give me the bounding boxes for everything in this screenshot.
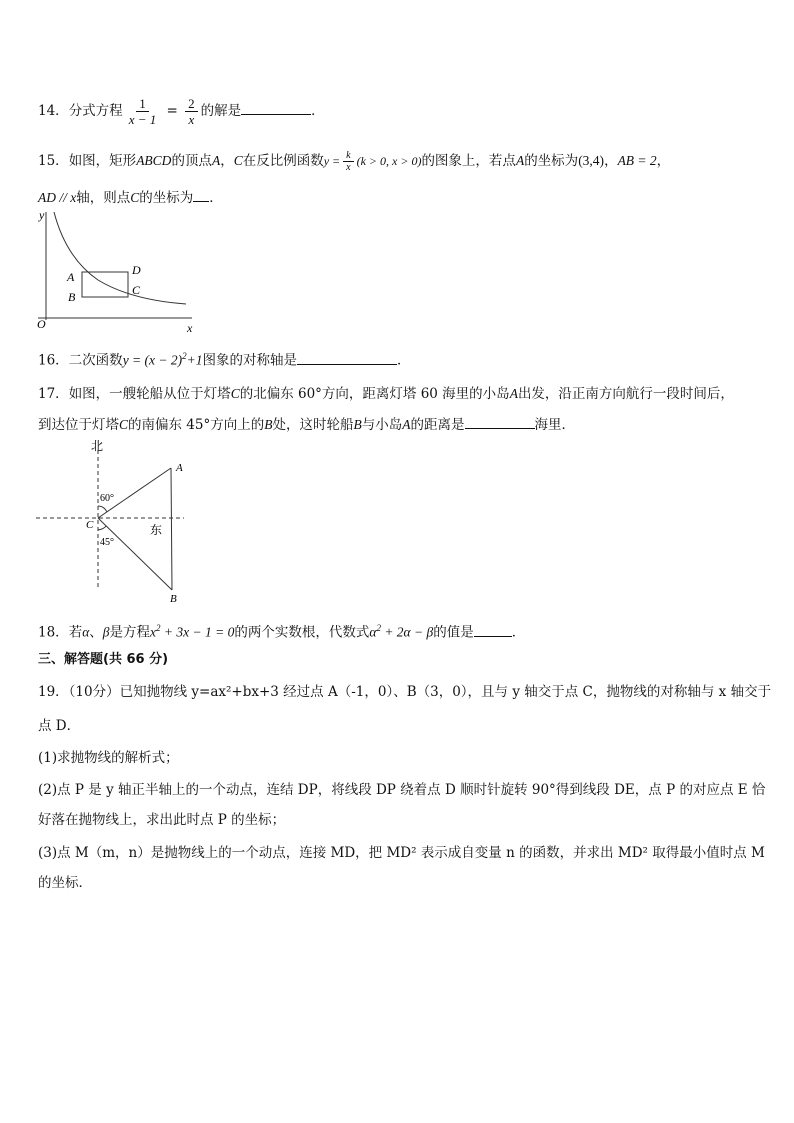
angle-60-arc xyxy=(98,506,107,512)
question-17-line-2: 到达位于灯塔C的南偏东 45°方向上的B处，这时轮船B与小岛A的距离是 海里． xyxy=(38,414,575,435)
label-b: B xyxy=(68,290,76,304)
label-c: C xyxy=(132,283,141,297)
label-c: C xyxy=(86,519,94,531)
label-45: 45° xyxy=(100,537,114,548)
segment-ab xyxy=(171,468,172,590)
label-b: B xyxy=(170,593,177,605)
label-o: O xyxy=(37,317,46,331)
answer-blank[interactable] xyxy=(297,350,397,365)
label-a: A xyxy=(67,270,75,284)
question-number: 15． xyxy=(38,153,69,169)
label-d: D xyxy=(132,263,141,277)
q15-figure xyxy=(36,208,196,336)
question-18: 18．若α、β是方程$x^2 + 3x - 1 = 0$的两个实数根，代数式$\alpha^2 + 2\alpha - \beta$的值是 ． xyxy=(38,623,526,641)
section-heading: 三、解答题(共 66 分) xyxy=(38,652,169,667)
label-north: 北 xyxy=(91,439,104,453)
answer-blank[interactable] xyxy=(241,100,311,115)
question-19-part-2b: 好落在抛物线上，求出此时点 P 的坐标； xyxy=(38,812,286,828)
question-19-part-3a: (3)点 M（m，n）是抛物线上的一个动点，连接 MD，把 MD² 表示成自变量 n 的函数，并求出 MD² 取得最小值时点 M xyxy=(38,845,765,861)
question-number: 16． xyxy=(38,352,69,369)
angle-45-arc xyxy=(98,526,106,530)
question-number: 17． xyxy=(38,386,69,402)
question-19-line-2: 点 D． xyxy=(38,718,81,734)
label-east: 东 xyxy=(150,523,163,537)
label-a: A xyxy=(176,462,183,474)
label-60: 60° xyxy=(100,493,114,504)
q17-figure xyxy=(34,438,204,608)
label-x: x xyxy=(187,321,193,335)
question-17: 17．如图，一艘轮船从位于灯塔C的北偏东 60°方向，距离灯塔 60 海里的小岛A出发，沿正南方向航行一段时间后， xyxy=(38,386,734,402)
rectangle-abcd xyxy=(82,272,128,297)
answer-blank[interactable] xyxy=(474,622,512,637)
question-16: 16．二次函数$y = (x - 2)^2+1$图象的对称轴是 ． xyxy=(38,351,411,369)
question-15-line-2: AD // x轴，则点C的坐标为 ． xyxy=(38,187,223,208)
question-15: 15．如图，矩形ABCD的顶点A，C在反比例函数y = $\frac{k}{x}$ (k > 0, x > 0)的图象上，若点A的坐标为(3,4)，AB = 2， xyxy=(38,150,671,173)
question-19-line-1: 19．（10分）已知抛物线 y=ax²+bx+3 经过点 A（-1，0）、B（3，0），且与 y 轴交于点 C，抛物线的对称轴与 x 轴交于 xyxy=(38,684,772,700)
question-number: 14． xyxy=(38,103,69,119)
question-number: 18． xyxy=(38,624,69,641)
label-y: y xyxy=(39,208,45,222)
question-19-part-2a: (2)点 P 是 y 轴正半轴上的一个动点，连结 DP，将线段 DP 绕着点 D 顺时针旋转 90°得到线段 DE，点 P 的对应点 E 恰 xyxy=(38,782,766,798)
question-14: 14．分式方程 $\frac{1}{x - 1}$ = $\frac{2}{x}$ 的解是 ． xyxy=(38,96,325,127)
question-19-part-3b: 的坐标． xyxy=(38,875,92,891)
fraction: $\frac{2}{x}$ xyxy=(185,96,198,127)
fraction: $\frac{1}{x - 1}$ xyxy=(128,96,157,127)
question-19-part-1: (1)求抛物线的解析式； xyxy=(38,750,179,766)
answer-blank[interactable] xyxy=(465,414,535,429)
answer-blank[interactable] xyxy=(193,187,209,202)
fraction: $\frac{k}{x}$ xyxy=(343,150,353,173)
